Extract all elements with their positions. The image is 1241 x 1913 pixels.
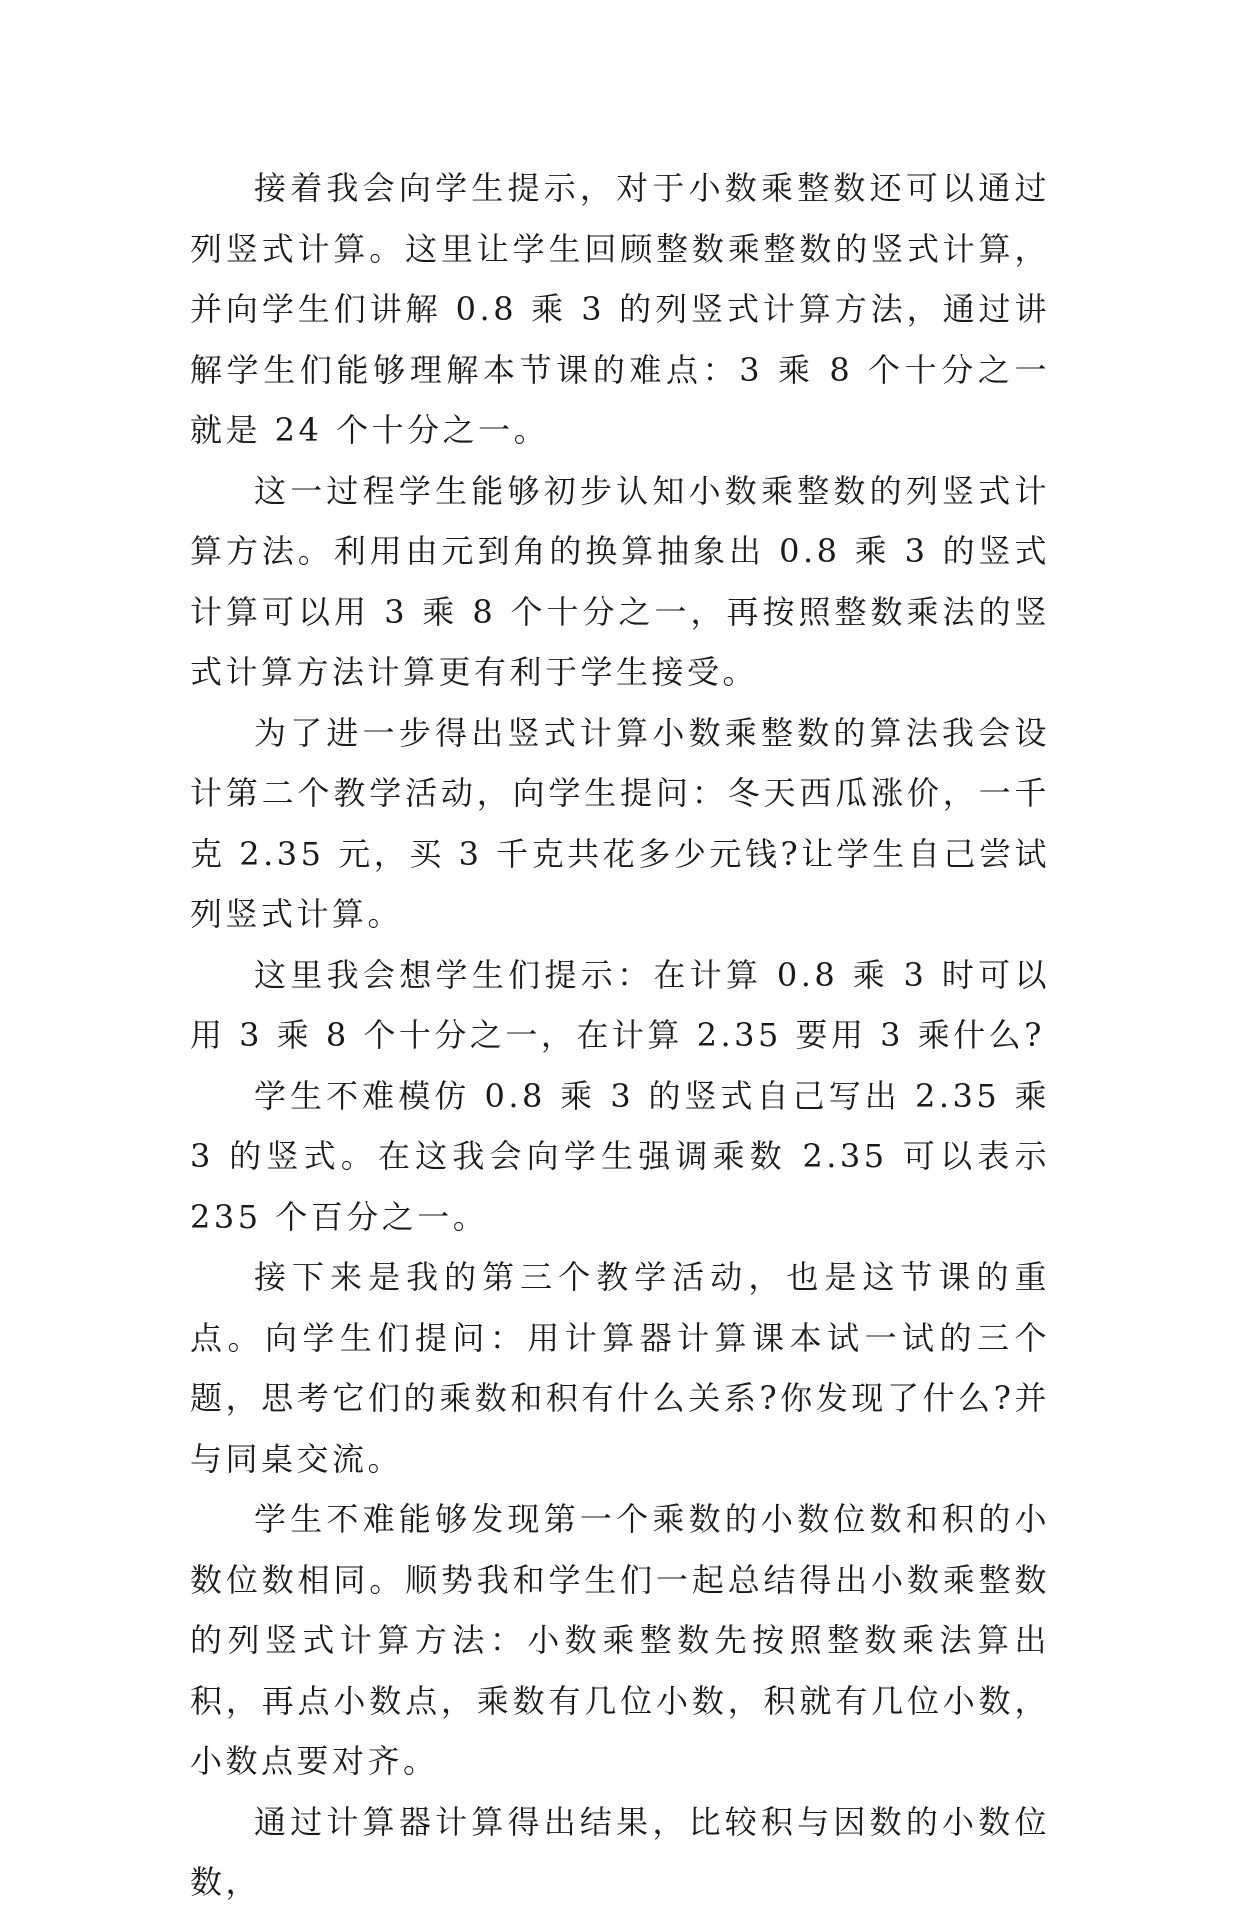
paragraph: 这里我会想学生们提示：在计算 0.8 乘 3 时可以用 3 乘 8 个十分之一，在计算 2.35 要用 3 乘什么? bbox=[190, 955, 1050, 1054]
paragraph: 接下来是我的第三个教学活动，也是这节课的重点。向学生们提问：用计算器计算课本试一试的三个题，思考它们的乘数和积有什么关系?你发现了什么?并与同桌交流。 bbox=[190, 1258, 1050, 1478]
document-body bbox=[190, 158, 1050, 1913]
paragraph: 这一过程学生能够初步认知小数乘整数的列竖式计算方法。利用由元到角的换算抽象出 0.8 乘 3 的竖式计算可以用 3 乘 8 个十分之一，再按照整数乘法的竖式计算方法计算更有利于学生接受。 bbox=[190, 471, 1050, 691]
paragraph: 为了进一步得出竖式计算小数乘整数的算法我会设计第二个教学活动，向学生提问：冬天西瓜涨价，一千克 2.35 元，买 3 千克共花多少元钱?让学生自己尝试列竖式计算。 bbox=[190, 713, 1050, 933]
paragraph: 通过计算器计算得出结果，比较积与因数的小数位数， bbox=[190, 1802, 1050, 1901]
paragraph: 接着我会向学生提示，对于小数乘整数还可以通过列竖式计算。这里让学生回顾整数乘整数的竖式计算，并向学生们讲解 0.8 乘 3 的列竖式计算方法，通过讲解学生们能够理解本节课的难点：3 乘 8 个十分之一就是 24 个十分之一。 bbox=[190, 169, 1050, 449]
paragraph: 学生不难模仿 0.8 乘 3 的竖式自己写出 2.35 乘 3 的竖式。在这我会向学生强调乘数 2.35 可以表示 235 个百分之一。 bbox=[190, 1076, 1050, 1236]
paragraph: 学生不难能够发现第一个乘数的小数位数和积的小数位数相同。顺势我和学生们一起总结得出小数乘整数的列竖式计算方法：小数乘整数先按照整数乘法算出积，再点小数点，乘数有几位小数，积就有几位小数，小数点要对齐。 bbox=[190, 1500, 1050, 1780]
